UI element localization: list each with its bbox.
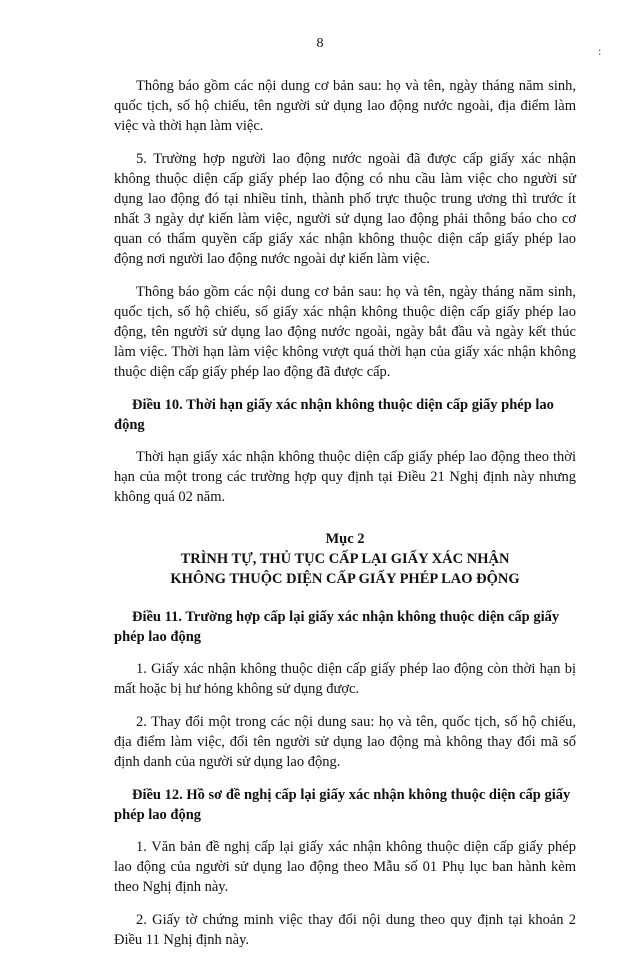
article-10-heading: Điều 10. Thời hạn giấy xác nhận không thuộc diện cấp giấy phép lao động: [114, 397, 554, 433]
article-11-item-1: 1. Giấy xác nhận không thuộc diện cấp giấy phép lao động còn thời hạn bị mất hoặc bị hư hỏng không sử dụng được.: [114, 661, 576, 697]
section-title-line-2: KHÔNG THUỘC DIỆN CẤP GIẤY PHÉP LAO ĐỘNG: [170, 571, 520, 587]
article-10-body: Thời hạn giấy xác nhận không thuộc diện cấp giấy phép lao động theo thời hạn của một trong các trường hợp quy định tại Điều 21 Nghị định này nhưng không quá 02 năm.: [114, 449, 576, 505]
notice-contents-paragraph: Thông báo gồm các nội dung cơ bản sau: họ và tên, ngày tháng năm sinh, quốc tịch, số hộ chiếu, tên người sử dụng lao động nước ngoài, địa điểm làm việc và thời hạn làm việc.: [114, 78, 576, 134]
article-11-item-2: 2. Thay đổi một trong các nội dung sau: họ và tên, quốc tịch, số hộ chiếu, địa điểm làm việc, đổi tên người sử dụng lao động mà không thay đổi mã số định danh của người sử dụng lao động.: [114, 714, 576, 770]
clause-5-paragraph: 5. Trường hợp người lao động nước ngoài đã được cấp giấy xác nhận không thuộc diện cấp giấy phép lao động có nhu cầu làm việc cho người sử dụng lao động đó tại nhiều tỉnh, thành phố trực thuộc trung ương thì trước ít nhất 3 ngày dự kiến làm việc, người sử dụng lao động phải thông báo cho cơ quan có thẩm quyền cấp giấy xác nhận không thuộc diện cấp giấy phép lao động nơi người lao động nước ngoài dự kiến làm việc.: [114, 151, 576, 267]
section-title: [114, 549, 576, 589]
page-number: 8: [316, 36, 324, 51]
section-label: Mục 2: [325, 531, 365, 547]
margin-mark: :: [598, 44, 602, 58]
article-11-heading: Điều 11. Trường hợp cấp lại giấy xác nhận không thuộc diện cấp giấy phép lao động: [114, 609, 560, 645]
section-title-line-1: TRÌNH TỰ, THỦ TỤC CẤP LẠI GIẤY XÁC NHẬN: [180, 551, 510, 567]
notice-contents-paragraph-2: Thông báo gồm các nội dung cơ bản sau: họ và tên, ngày tháng năm sinh, quốc tịch, số hộ chiếu, số giấy xác nhận không thuộc diện cấp giấy phép lao động, tên người sử dụng lao động nước ngoài, ngày bắt đầu và ngày kết thúc làm việc. Thời hạn làm việc không vượt quá thời hạn của giấy xác nhận không thuộc diện cấp giấy phép lao động đã được cấp.: [114, 284, 576, 380]
document-body: [114, 76, 576, 963]
article-12-item-1: 1. Văn bản đề nghị cấp lại giấy xác nhận không thuộc diện cấp giấy phép lao động của người sử dụng lao động theo Mẫu số 01 Phụ lục ban hành kèm theo Nghị định này.: [114, 839, 576, 895]
article-12-item-2: 2. Giấy tờ chứng minh việc thay đổi nội dung theo quy định tại khoản 2 Điều 11 Nghị định này.: [114, 912, 576, 948]
article-12-heading: Điều 12. Hồ sơ đề nghị cấp lại giấy xác nhận không thuộc diện cấp giấy phép lao động: [114, 787, 571, 823]
